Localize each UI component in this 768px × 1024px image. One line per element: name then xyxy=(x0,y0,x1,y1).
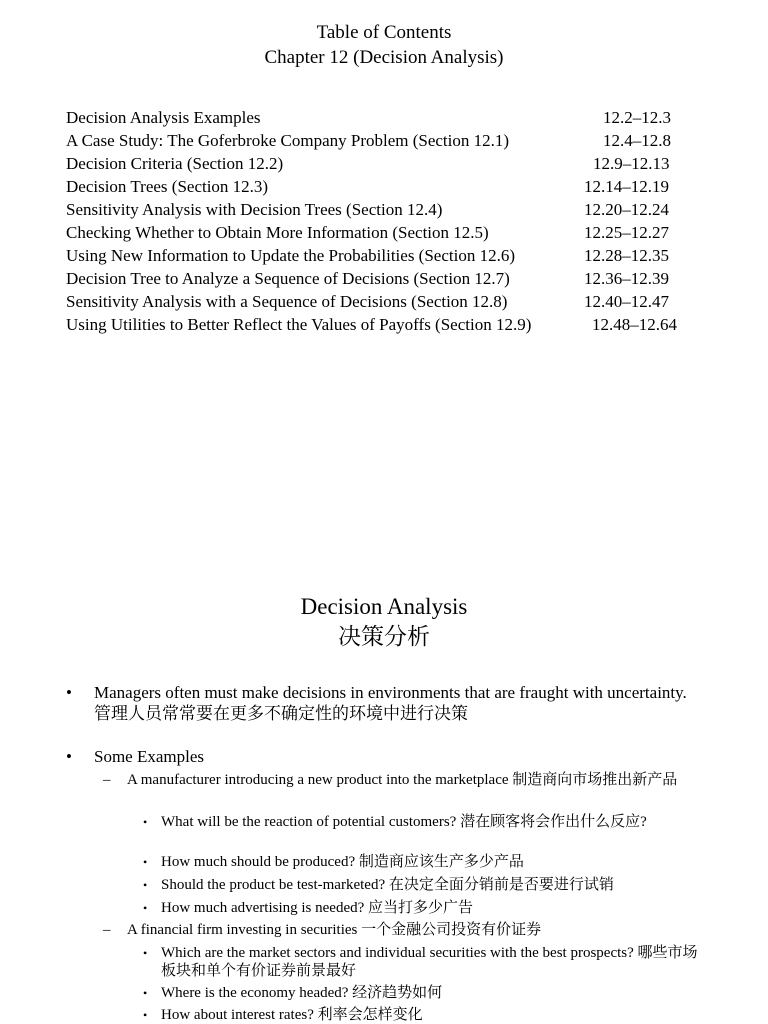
toc-entry-pages: 12.2–12.3 xyxy=(603,108,671,127)
toc-entry-pages: 12.4–12.8 xyxy=(603,131,671,150)
toc-entry xyxy=(66,221,706,244)
toc-entry-pages: 12.48–12.64 xyxy=(592,315,677,334)
question-text: Where is the economy headed? 经济趋势如何 xyxy=(161,985,443,1001)
toc-entry-pages: 12.40–12.47 xyxy=(584,292,669,311)
toc-entry xyxy=(66,244,706,267)
question-text: How much advertising is needed? 应当打多少广告 xyxy=(161,900,474,916)
bullet-icon: • xyxy=(143,878,148,892)
toc-entry-label: Using New Information to Update the Probabilities (Section 12.6) xyxy=(66,246,515,265)
dash-icon: – xyxy=(103,772,111,788)
toc-entry-label: Decision Tree to Analyze a Sequence of Decisions (Section 12.7) xyxy=(66,269,510,288)
toc-entry-pages: 12.20–12.24 xyxy=(584,200,669,219)
bullet-icon: • xyxy=(143,815,148,829)
slide-title-chinese: 决策分析 xyxy=(338,624,430,649)
toc-entry-label: Decision Criteria (Section 12.2) xyxy=(66,154,284,173)
bullet-icon: • xyxy=(143,901,148,915)
sub-item-text: A manufacturer introducing a new product into the marketplace 制造商向市场推出新产品 xyxy=(127,772,678,788)
question-text: How about interest rates? 利率会怎样变化 xyxy=(161,1007,423,1023)
toc-list xyxy=(66,106,706,336)
bullet-icon: • xyxy=(66,747,72,766)
toc-entry xyxy=(66,267,706,290)
toc-entry xyxy=(66,175,706,198)
bullet-icon: • xyxy=(143,855,148,869)
bullet-icon: • xyxy=(143,986,148,1000)
toc-entry xyxy=(66,198,706,221)
sub-item-text: A financial firm investing in securities 一个金融公司投资有价证券 xyxy=(127,922,542,938)
question-text: Should the product be test-marketed? 在决定全面分销前是否要进行试销 xyxy=(161,877,614,893)
toc-entry-label: Sensitivity Analysis with Decision Trees (Section 12.4) xyxy=(66,200,443,219)
toc-entry-pages: 12.36–12.39 xyxy=(584,269,669,288)
toc-entry-label: Checking Whether to Obtain More Information (Section 12.5) xyxy=(66,223,489,242)
bullet-text: Managers often must make decisions in environments that are fraught with uncertainty. 管理人员常常要在更多不确定性的环境中进行决策 xyxy=(94,683,687,723)
toc-entry-pages: 12.28–12.35 xyxy=(584,246,669,265)
question-text: How much should be produced? 制造商应该生产多少产品 xyxy=(161,854,524,870)
toc-entry-label: Using Utilities to Better Reflect the Values of Payoffs (Section 12.9) xyxy=(66,315,532,334)
bullet-icon: • xyxy=(66,683,72,702)
toc-entry-label: Decision Analysis Examples xyxy=(66,108,261,127)
slide-title: Decision Analysis xyxy=(300,594,468,619)
toc-entry xyxy=(66,313,706,336)
toc-entry xyxy=(66,129,706,152)
bullet-icon: • xyxy=(143,1008,148,1022)
toc-entry-label: Decision Trees (Section 12.3) xyxy=(66,177,269,196)
toc-entry xyxy=(66,290,706,313)
toc-entry xyxy=(66,106,706,129)
toc-entry xyxy=(66,152,706,175)
toc-entry-label: A Case Study: The Goferbroke Company Problem (Section 12.1) xyxy=(66,131,510,150)
toc-title: Table of Contents xyxy=(316,22,452,43)
question-text: Which are the market sectors and individual securities with the best prospects? 哪些市场板块和单个有价证券前景最好 xyxy=(161,945,698,979)
toc-entry-pages: 12.14–12.19 xyxy=(584,177,669,196)
bullet-text: Some Examples xyxy=(94,747,205,766)
question-text: What will be the reaction of potential customers? 潜在顾客将会作出什么反应? xyxy=(161,814,647,830)
toc-entry-pages: 12.9–12.13 xyxy=(593,154,670,173)
dash-icon: – xyxy=(103,922,111,938)
toc-entry-pages: 12.25–12.27 xyxy=(584,223,669,242)
toc-subtitle: Chapter 12 (Decision Analysis) xyxy=(264,47,504,68)
bullet-icon: • xyxy=(143,946,148,960)
toc-entry-label: Sensitivity Analysis with a Sequence of Decisions (Section 12.8) xyxy=(66,292,508,311)
